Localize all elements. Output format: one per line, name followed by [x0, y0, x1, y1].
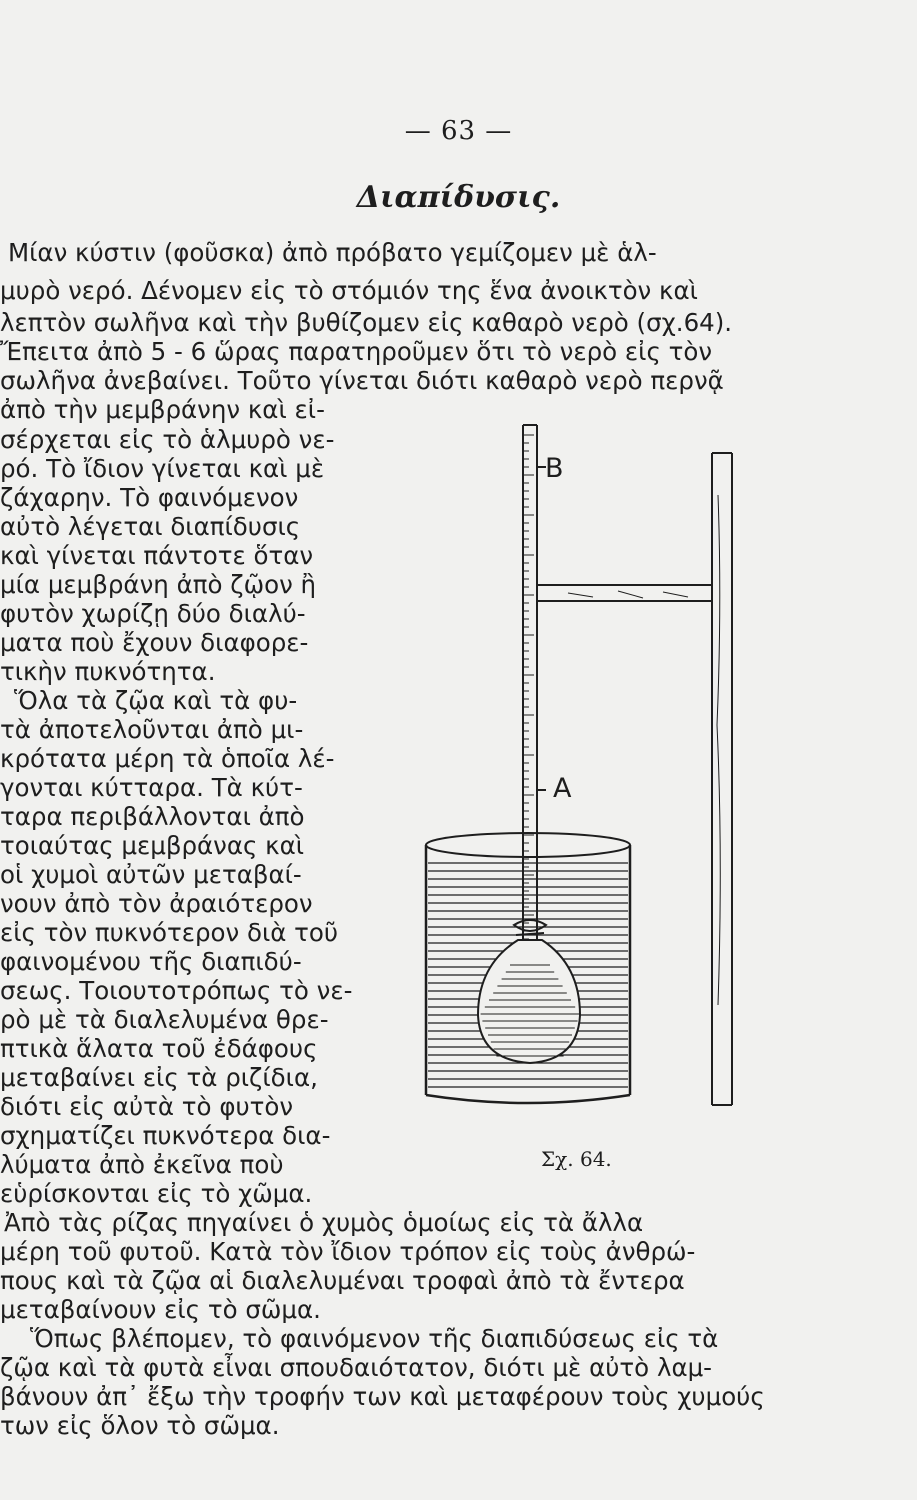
text-line: μυρὸ νερό. Δένομεν εἰς τὸ στόμιόν της ἕνα ἀνοικτὸν καὶ — [0, 276, 698, 305]
text-line: μέρη τοῦ φυτοῦ. Κατὰ τὸν ἴδιον τρόπον εἰς τοὺς ἀνθρώ- — [0, 1237, 696, 1266]
text-line: σεως. Τοιουτοτρόπως τὸ νε- — [0, 976, 353, 1005]
osmosis-apparatus-drawing — [418, 405, 778, 1125]
text-line: πτικὰ ἅλατα τοῦ ἐδάφους — [0, 1034, 318, 1063]
text-line: ρό. Τὸ ἴδιον γίνεται καὶ μὲ — [0, 454, 325, 483]
text-line: εἰς τὸν πυκνότερον διὰ τοῦ — [0, 918, 339, 947]
bladder-bag — [478, 920, 580, 1063]
text-line: μεταβαίνει εἰς τὰ ριζίδια, — [0, 1063, 318, 1092]
label-a: A — [553, 773, 572, 804]
clamp-arm — [537, 585, 712, 601]
text-line: ζῷα καὶ τὰ φυτὰ εἶναι σπουδαιότατον, διότι μὲ αὐτὸ λαμ- — [0, 1353, 713, 1382]
text-line: καὶ γίνεται πάντοτε ὅταν — [0, 541, 314, 570]
stand-post — [712, 453, 732, 1105]
text-line: τὰ ἀποτελοῦνται ἀπὸ μι- — [0, 715, 304, 744]
text-line: φυτὸν χωρίζῃ δύο διαλύ- — [0, 599, 306, 628]
text-line: τοιαύτας μεμβράνας καὶ — [0, 831, 305, 860]
text-line: μία μεμβράνη ἀπὸ ζῷον ἢ — [0, 570, 317, 599]
text-line: εὑρίσκονται εἰς τὸ χῶμα. — [0, 1179, 313, 1208]
text-line: αὐτὸ λέγεται διαπίδυσις — [0, 512, 301, 541]
text-line: Ἔπειτα ἀπὸ 5 - 6 ὥρας παρατηροῦμεν ὅτι τὸ νερὸ εἰς τὸν — [0, 337, 713, 366]
text-line: ζάχαρην. Τὸ φαινόμενον — [0, 483, 299, 512]
text-line: διότι εἰς αὐτὰ τὸ φυτὸν — [0, 1092, 294, 1121]
text-line: Ὅπως βλέπομεν, τὸ φαινόμενον τῆς διαπιδύσεως εἰς τὰ — [30, 1324, 719, 1353]
text-line: μεταβαίνουν εἰς τὸ σῶμα. — [0, 1295, 321, 1324]
figure-caption: Σχ. 64. — [541, 1147, 612, 1171]
text-line: λεπτὸν σωλῆνα καὶ τὴν βυθίζομεν εἰς καθαρὸ νερὸ (σχ.64). — [0, 308, 733, 337]
text-line: σέρχεται εἰς τὸ ἁλμυρὸ νε- — [0, 425, 335, 454]
text-line: ταρα περιβάλλονται ἀπὸ — [0, 802, 305, 831]
text-line: νουν ἀπὸ τὸν ἀραιότερον — [0, 889, 313, 918]
page-number: — 63 — — [404, 116, 513, 146]
section-title: Διαπίδυσις. — [356, 180, 561, 215]
text-line: φαινομένου τῆς διαπιδύ- — [0, 947, 302, 976]
text-line: σωλῆνα ἀνεβαίνει. Τοῦτο γίνεται διότι καθαρὸ νερὸ περνᾷ — [0, 366, 724, 395]
text-line: Ὅλα τὰ ζῷα καὶ τὰ φυ- — [14, 686, 298, 715]
label-b: B — [545, 453, 564, 484]
text-line: λύματα ἀπὸ ἐκεῖνα ποὺ — [0, 1150, 284, 1179]
text-line: πους καὶ τὰ ζῷα αἱ διαλελυμέναι τροφαὶ ἀπὸ τὰ ἔντερα — [0, 1266, 685, 1295]
text-line: γονται κύτταρα. Τὰ κύτ- — [0, 773, 303, 802]
text-line: ματα ποὺ ἔχουν διαφορε- — [0, 628, 309, 657]
text-line: τικὴν πυκνότητα. — [0, 657, 216, 686]
text-line: Μίαν κύστιν (φοῦσκα) ἀπὸ πρόβατο γεμίζομεν μὲ ἁλ- — [8, 238, 657, 267]
text-line: κρότατα μέρη τὰ ὁποῖα λέ- — [0, 744, 335, 773]
text-line: ρὸ μὲ τὰ διαλελυμένα θρε- — [0, 1005, 329, 1034]
text-line: οἱ χυμοὶ αὐτῶν μεταβαί- — [0, 860, 302, 889]
text-line: ἀπὸ τὴν μεμβράνην καὶ εἰ- — [0, 395, 325, 424]
text-line: Ἀπὸ τὰς ρίζας πηγαίνει ὁ χυμὸς ὁμοίως εἰς τὰ ἄλλα — [4, 1208, 644, 1237]
text-line: βάνουν ἀπ᾽ ἔξω τὴν τροφήν των καὶ μεταφέρουν τοὺς χυμούς — [0, 1382, 765, 1411]
text-line: σχηματίζει πυκνότερα δια- — [0, 1121, 331, 1150]
text-line: των εἰς ὅλον τὸ σῶμα. — [0, 1411, 280, 1440]
osmosis-figure — [418, 405, 778, 1125]
